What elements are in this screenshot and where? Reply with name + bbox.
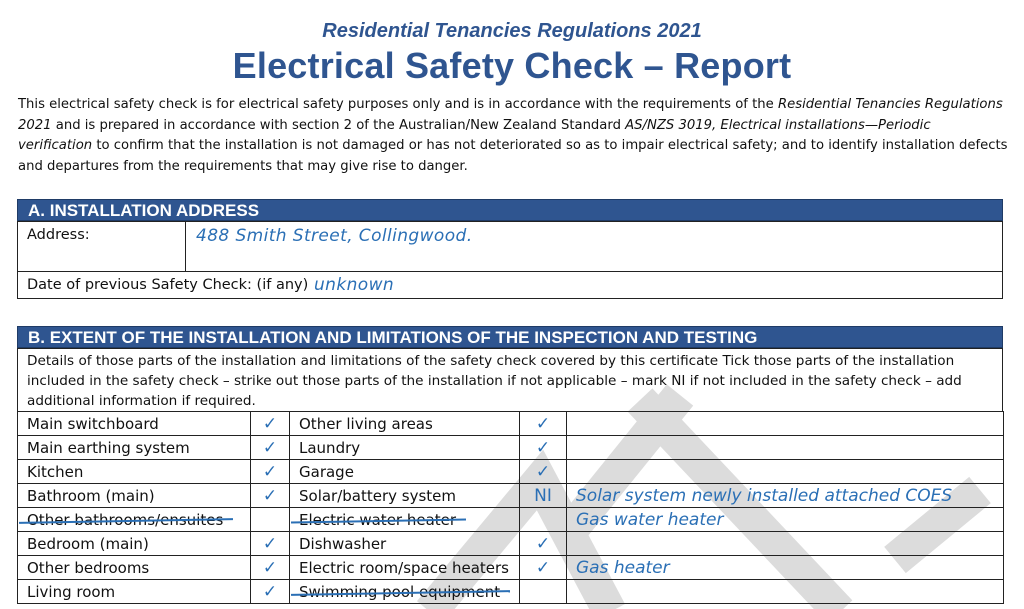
table-row: [18, 412, 1004, 436]
item-right-label: Electric water heater: [299, 510, 457, 529]
regulation-subtitle: Residential Tenancies Regulations 2021: [322, 20, 702, 42]
previous-check-value[interactable]: unknown: [314, 275, 395, 295]
item-left-cell: [18, 484, 251, 508]
tick-mark: ✓: [535, 557, 551, 578]
additional-info-text: Gas heater: [576, 557, 670, 578]
item-left-label: Other bathrooms/ensuites: [27, 510, 224, 529]
item-left-cell: [18, 436, 251, 460]
address-label: Address:: [27, 227, 90, 243]
additional-info-cell[interactable]: [567, 484, 1004, 508]
item-right-cell: [290, 460, 520, 484]
intro-standard-italic: AS/NZS 3019, Electrical installations—Periodic verification: [18, 117, 931, 153]
tick-mark: NI: [534, 485, 552, 506]
intro-text-2: and is prepared in accordance with section 2 of the Australian/New Zealand Standard: [51, 117, 626, 133]
item-left-cell: [18, 508, 251, 532]
section-b-heading: B. EXTENT OF THE INSTALLATION AND LIMITATIONS OF THE INSPECTION AND TESTING: [17, 326, 1003, 348]
intro-paragraph: [18, 95, 1008, 177]
section-a-heading: A. INSTALLATION ADDRESS: [17, 199, 1003, 221]
item-right-cell: [290, 412, 520, 436]
table-row: [18, 484, 1004, 508]
additional-info-cell[interactable]: [567, 436, 1004, 460]
table-row: [18, 508, 1004, 532]
item-right-label: Laundry: [299, 438, 361, 457]
item-right-label: Other living areas: [299, 414, 433, 433]
item-right-label: Solar/battery system: [299, 486, 457, 505]
tick-mark: ✓: [262, 533, 278, 554]
item-right-cell: [290, 556, 520, 580]
item-left-label: Kitchen: [27, 462, 84, 481]
item-left-label: Living room: [27, 582, 116, 601]
tick-mark: ✓: [262, 461, 278, 482]
item-left-label: Main earthing system: [27, 438, 190, 457]
intro-text-3: to confirm that the installation is not damaged or has not deteriorated so as to impair electrical safety; and to identify installation defects and departures from the requirements that may give rise to danger.: [18, 138, 1008, 174]
table-row: [18, 580, 1004, 604]
previous-check-label: Date of previous Safety Check: (if any): [27, 277, 309, 293]
item-right-label: Electric room/space heaters: [299, 558, 509, 577]
item-left-cell: [18, 532, 251, 556]
item-left-label: Main switchboard: [27, 414, 159, 433]
tick-mark: ✓: [535, 461, 551, 482]
address-value[interactable]: 488 Smith Street, Collingwood.: [196, 226, 473, 246]
item-right-cell: [290, 508, 520, 532]
item-right-label: Swimming pool equipment: [299, 582, 501, 601]
tick-mark: ✓: [535, 437, 551, 458]
additional-info-text: Solar system newly installed attached COES: [576, 485, 953, 506]
item-left-mark-cell[interactable]: [251, 484, 290, 508]
intro-text-1: This electrical safety check is for electrical safety purposes only and is in accordance with the requirements of the: [18, 97, 778, 112]
item-left-mark-cell[interactable]: [251, 412, 290, 436]
address-divider: [185, 221, 186, 272]
item-right-cell: [290, 484, 520, 508]
table-row: [18, 460, 1004, 484]
item-left-cell: [18, 460, 251, 484]
item-left-label: Bedroom (main): [27, 534, 149, 553]
item-left-cell: [18, 580, 251, 604]
tick-mark: ✓: [535, 413, 551, 434]
table-row: [18, 556, 1004, 580]
item-right-label: Dishwasher: [299, 534, 387, 553]
installation-extent-table: [17, 411, 1004, 604]
table-row: [18, 532, 1004, 556]
item-right-label: Garage: [299, 462, 354, 481]
item-right-cell: [290, 580, 520, 604]
additional-info-cell[interactable]: [567, 580, 1004, 604]
item-right-mark-cell[interactable]: [520, 580, 567, 604]
item-right-mark-cell[interactable]: [520, 460, 567, 484]
item-left-mark-cell[interactable]: [251, 580, 290, 604]
item-right-mark-cell[interactable]: [520, 484, 567, 508]
item-left-label: Bathroom (main): [27, 486, 155, 505]
item-left-mark-cell[interactable]: [251, 460, 290, 484]
item-left-label: Other bedrooms: [27, 558, 150, 577]
additional-info-cell[interactable]: [567, 556, 1004, 580]
item-left-cell: [18, 412, 251, 436]
additional-info-cell[interactable]: [567, 460, 1004, 484]
tick-mark: ✓: [262, 485, 278, 506]
intro-regulation-italic: Residential Tenancies Regulations 2021: [18, 97, 1003, 133]
tick-mark: ✓: [262, 413, 278, 434]
item-left-mark-cell[interactable]: [251, 556, 290, 580]
tick-mark: ✓: [262, 557, 278, 578]
tick-mark: ✓: [262, 581, 278, 602]
additional-info-cell[interactable]: [567, 412, 1004, 436]
additional-info-text: Gas water heater: [576, 509, 724, 530]
item-right-mark-cell[interactable]: [520, 556, 567, 580]
table-row: [18, 436, 1004, 460]
additional-info-cell[interactable]: [567, 508, 1004, 532]
section-b-details: Details of those parts of the installation and limitations of the safety check covered by this certificate Tick those parts of the installation included in the safety check – strike out those parts of the installation if not applicable – mark NI if not included in the safety check – add additional information if required.: [27, 353, 962, 409]
item-right-cell: [290, 532, 520, 556]
address-row: [17, 221, 1003, 272]
item-left-mark-cell[interactable]: [251, 532, 290, 556]
item-right-cell: [290, 436, 520, 460]
item-right-mark-cell[interactable]: [520, 508, 567, 532]
item-left-mark-cell[interactable]: [251, 436, 290, 460]
tick-mark: ✓: [262, 437, 278, 458]
page-title: Electrical Safety Check – Report: [232, 45, 792, 86]
tick-mark: ✓: [535, 533, 551, 554]
item-left-mark-cell[interactable]: [251, 508, 290, 532]
additional-info-cell[interactable]: [567, 532, 1004, 556]
item-right-mark-cell[interactable]: [520, 412, 567, 436]
item-left-cell: [18, 556, 251, 580]
item-right-mark-cell[interactable]: [520, 532, 567, 556]
item-right-mark-cell[interactable]: [520, 436, 567, 460]
